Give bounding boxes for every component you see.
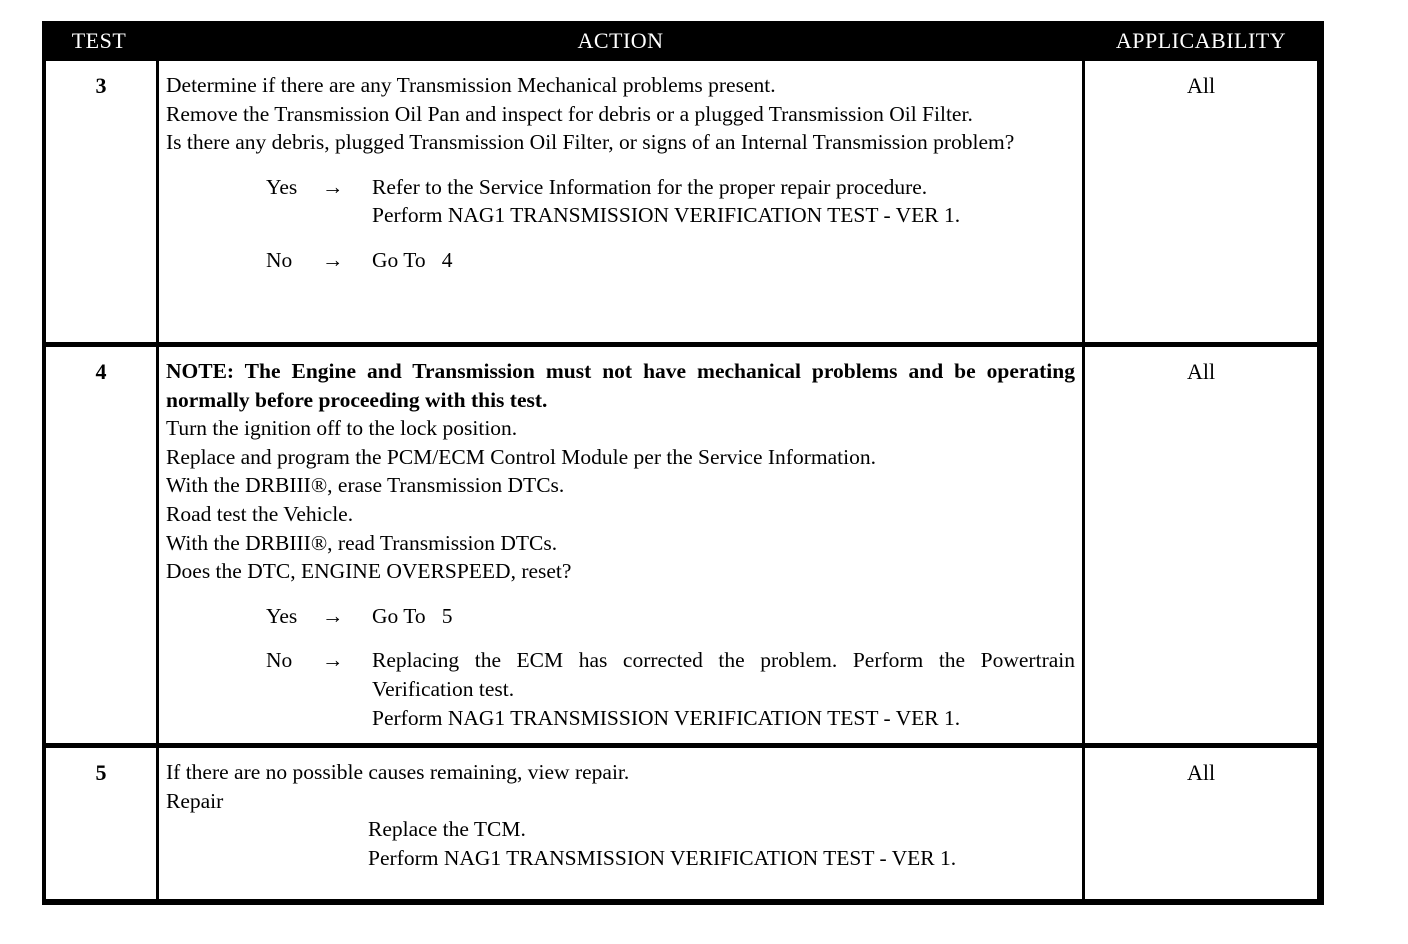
yes-label: Yes [266, 174, 298, 199]
applicability-cell: All [1085, 748, 1317, 899]
right-arrow-icon: → [322, 603, 344, 628]
header-action: ACTION [577, 28, 664, 53]
test-number-cell: 3 [46, 61, 156, 342]
repair-text: Perform NAG1 TRANSMISSION VERIFICATION TEST - VER 1. [368, 845, 957, 870]
no-result: Go To 4 [372, 247, 453, 272]
yes-answer [166, 173, 1075, 230]
action-text: Replace and program the PCM/ECM Control Module per the Service Information. [166, 444, 876, 469]
action-cell [159, 347, 1082, 743]
action-text: Road test the Vehicle. [166, 501, 354, 526]
test-number-cell: 5 [46, 748, 156, 899]
yes-result: Perform NAG1 TRANSMISSION VERIFICATION TEST - VER 1. [372, 203, 961, 228]
yes-result: Refer to the Service Information for the proper repair procedure. [372, 174, 928, 199]
header-applicability: APPLICABILITY [1115, 28, 1287, 53]
no-answer [166, 646, 1075, 732]
note-text: NOTE: The Engine and Transmission must not have mechanical problems and be operating normally before proceeding with this test. [166, 359, 1075, 412]
action-text: Does the DTC, ENGINE OVERSPEED, reset? [166, 559, 572, 584]
no-label: No [266, 648, 293, 673]
diagnostic-table [42, 21, 1324, 905]
applicability-cell: All [1085, 61, 1317, 342]
action-text: Turn the ignition off to the lock position. [166, 416, 518, 441]
header-test: TEST [71, 28, 127, 53]
action-text: Is there any debris, plugged Transmission Oil Filter, or signs of an Internal Transmission problem? [166, 130, 1015, 155]
right-arrow-icon: → [322, 648, 344, 673]
yes-result: Go To 5 [372, 603, 453, 628]
action-cell [159, 61, 1082, 342]
right-arrow-icon: → [322, 247, 344, 272]
action-cell [159, 748, 1082, 899]
action-text: Remove the Transmission Oil Pan and inspect for debris or a plugged Transmission Oil Filter. [166, 101, 973, 126]
repair-text: Replace the TCM. [368, 817, 526, 842]
no-label: No [266, 247, 293, 272]
no-result: Replacing the ECM has corrected the problem. Perform the Powertrain Verification test. [372, 648, 1075, 701]
right-arrow-icon: → [322, 174, 344, 199]
test-number-cell: 4 [46, 347, 156, 743]
action-text: With the DRBIII®, read Transmission DTCs. [166, 530, 558, 555]
yes-answer [166, 602, 1075, 631]
action-text: If there are no possible causes remaining, view repair. [166, 760, 630, 784]
applicability-cell: All [1085, 347, 1317, 743]
no-result: Perform NAG1 TRANSMISSION VERIFICATION TEST - VER 1. [372, 705, 961, 730]
repair-label: Repair [166, 788, 224, 813]
action-text: With the DRBIII®, erase Transmission DTCs. [166, 473, 565, 498]
no-answer [166, 246, 1075, 275]
yes-label: Yes [266, 603, 298, 628]
action-text: Determine if there are any Transmission Mechanical problems present. [166, 73, 776, 97]
